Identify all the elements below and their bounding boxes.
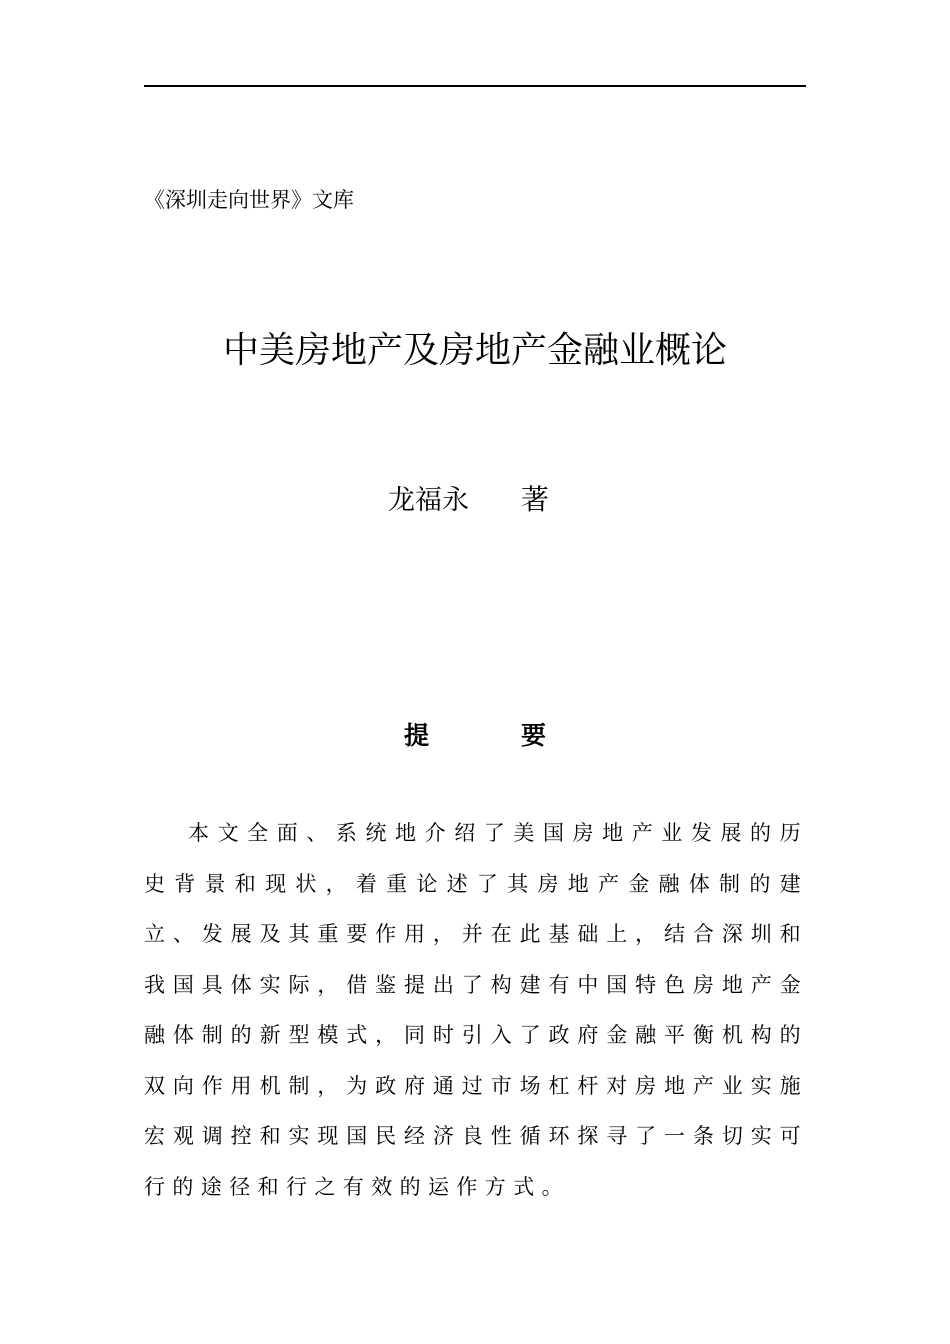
header-rule bbox=[144, 85, 806, 87]
series-title: 《深圳走向世界》文库 bbox=[144, 188, 354, 212]
author-role: 著 bbox=[521, 483, 550, 516]
abstract-body: 本文全面、系统地介绍了美国房地产业发展的历史背景和现状，着重论述了其房地产金融体制的建立、发展及其重要作用，并在此基础上，结合深圳和我国具体实际，借鉴提出了构建有中国特色房地产金融体制的新型模式，同时引入了政府金融平衡机构的双向作用机制，为政府通过市场杠杆对房地产业实施宏观调控和实现国民经济良性循环探寻了一条切实可行的途径和行之有效的运作方式。 bbox=[144, 821, 808, 1199]
abstract-heading: 提要 bbox=[403, 721, 638, 750]
author-line bbox=[388, 480, 549, 521]
author-name: 龙福永 bbox=[388, 485, 469, 516]
document-title: 中美房地产及房地产金融业概论 bbox=[222, 330, 727, 371]
